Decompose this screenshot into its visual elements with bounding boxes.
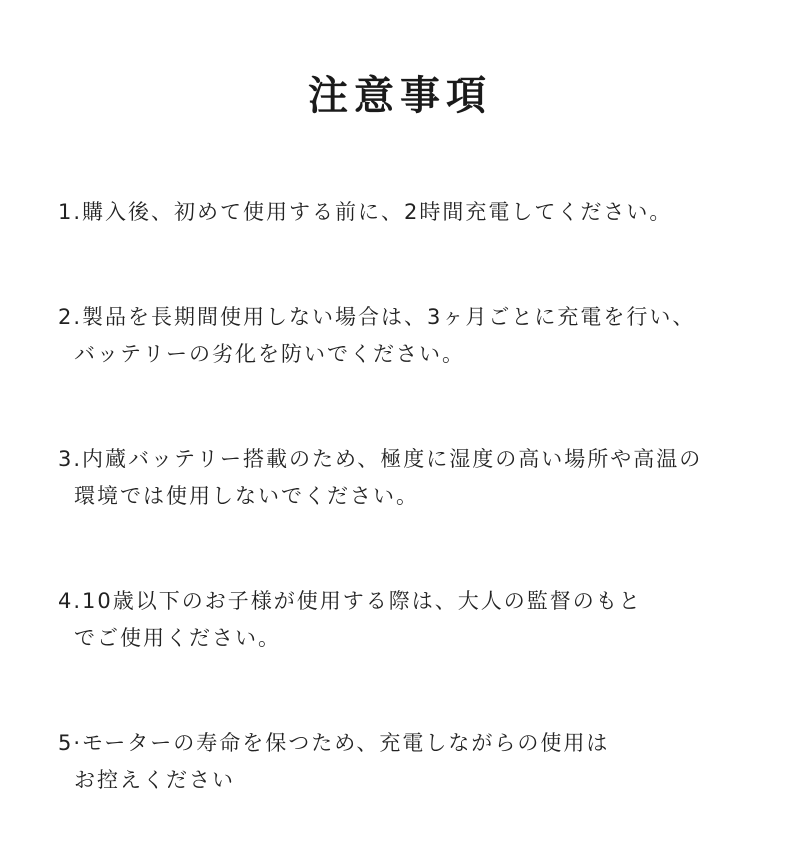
note-4-line-1: 4.10歳以下のお子様が使用する際は、大人の監督のもと: [58, 589, 642, 613]
notes-list: [58, 194, 758, 867]
note-item-3: [58, 441, 758, 515]
note-2-line-2: バッテリーの劣化を防いでください。: [74, 342, 465, 366]
note-4-line-2: でご使用ください。: [74, 626, 281, 650]
note-item-1: [58, 194, 758, 231]
note-3-line-1: 3.内蔵バッテリー搭載のため、極度に湿度の高い場所や高温の: [58, 447, 703, 471]
note-5-line-1: 5·モーターの寿命を保つため、充電しながらの使用は: [58, 731, 610, 755]
note-item-5: [58, 725, 758, 799]
page-title: 注意事項: [308, 73, 492, 119]
note-1-line-1: 1.購入後、初めて使用する前に、2時間充電してください。: [58, 200, 673, 224]
note-5-line-2: お控えください: [74, 768, 235, 792]
note-item-4: [58, 583, 758, 657]
note-3-line-2: 環境では使用しないでください。: [74, 484, 419, 508]
note-2-line-1: 2.製品を長期間使用しない場合は、3ヶ月ごとに充電を行い、: [58, 305, 696, 329]
note-item-2: [58, 299, 758, 373]
